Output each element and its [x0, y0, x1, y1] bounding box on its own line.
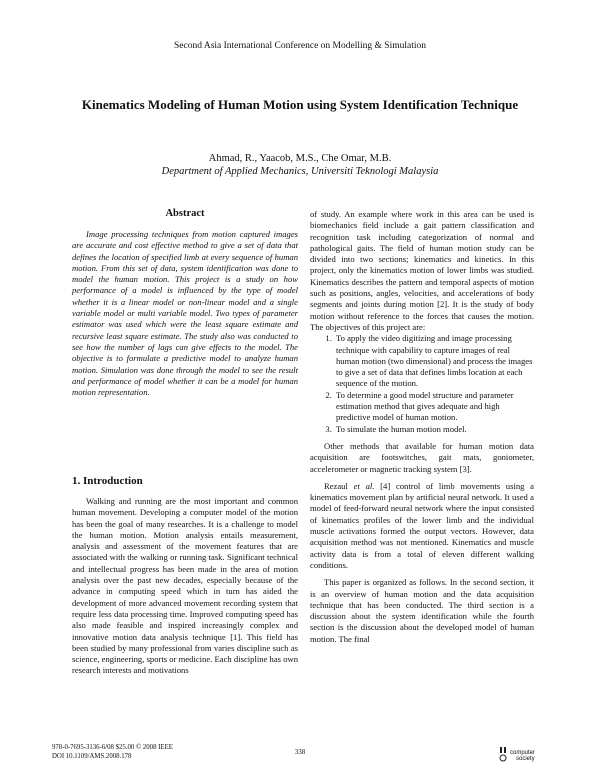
affiliation: Department of Applied Mechanics, Universiti Teknologi Malaysia — [161, 166, 439, 177]
citation-author: Rezaul — [324, 480, 348, 491]
authors: Ahmad, R., Yaacob, M.S., Che Omar, M.B. — [208, 153, 392, 164]
computer-society-logo — [498, 746, 548, 766]
conference-header: Second Asia International Conference on Modelling & Simulation — [174, 41, 426, 51]
paper-title: Kinematics Modeling of Human Motion using System Identification Technique — [81, 97, 519, 112]
logo-text-computer: computer — [510, 750, 536, 756]
objective-item: 2. To determine a good model structure and parameter estimation method that gives adequate and high predictive model of human motion. — [334, 390, 534, 424]
footer-isbn: 978-0-7695-3136-6/08 $25.00 © 2008 IEEE — [52, 744, 173, 751]
abstract-heading: Abstract — [165, 208, 205, 219]
introduction-paragraph-3-text: [4] control of limb movements using a kinematics movement plan by artificial neural network. It used a model of feed-forward neural network where the input consisted of kinematics profiles of the lower limb and the individual muscle activations formed the output vectors. However, data acquisition method was not mentioned. Kinematics and muscle activity data is from a total of eleven different walking conditions. — [310, 480, 534, 570]
objectives-list — [310, 333, 534, 435]
introduction-column-right — [310, 209, 534, 645]
citation-etal: et al. — [353, 480, 375, 491]
objective-item: 3. To simulate the human motion model. — [334, 424, 534, 435]
introduction-heading: 1. Introduction — [72, 475, 143, 487]
abstract-body — [72, 229, 298, 398]
introduction-paragraph-3 — [310, 481, 534, 571]
objective-item: 1. To apply the video digitizing and image processing technique with capability to capture images of real human motion (two dimensional) and process the images to give a set of data that defines limbs location at each sequence of the motion. — [334, 333, 534, 389]
introduction-paragraph-2: Other methods that available for human motion data acquisition are footswitches, gait mats, goniometer, accelerometer or magnetic tracking system [3]. — [310, 440, 534, 474]
introduction-paragraph-4: This paper is organized as follows. In the second section, it is an overview of human motion and the data acquisition technique that has been conducted. The third section is a discussion about the system identification while the fourth section is the discussion about the developed model of human motion. The final — [310, 577, 534, 644]
introduction-column-left — [72, 496, 298, 677]
footer-doi: DOI 10.1109/AMS.2008.178 — [52, 753, 132, 760]
computer-society-icon — [498, 747, 510, 763]
introduction-paragraph-1-continued: of study. An example where work in this area can be used is biomechanics field include a gait pattern classification and recognition task including categorization of normal and pathological gaits. The field of human motion study can be divided into two sections; kinematics and kinetics. In this project, only the kinematics motion of lower limbs was studied. Kinematics describes the pattern and temporal aspects of motion such as positions, angles, velocities, and accelerations of body segments and joints during motion [2]. It is the study of body motion without reference to the forces that causes the motion. The objectives of this project are: — [310, 209, 534, 332]
logo-text-society: society — [516, 756, 535, 762]
abstract-text: Image processing techniques from motion captured images are accurate and cost effective method to give a set of data that defines the location of specified limb at every sequence of human motion. From this set of data, system identification was done to model the human motion. This project is a study on how performance of a model is influenced by the type of model whether it is a linear model or non-linear model and a single variable model or multi variable model. Two types of parameter estimator was used which were the least square estimate and recursive least square estimate. The study also was conducted to see how the number of lags can give effects to the model. The objective is to formulate a predictive model to analyze human motion. Simulation was done through the model to see the result and performance of model whether it can be a model for human motion representation. — [72, 229, 298, 398]
page-number: 338 — [294, 748, 306, 756]
introduction-paragraph-1: Walking and running are the most important and common human movement. Developing a computer model of the motion has been the goal of many researches. It is a challenge to model the human motion. Motion analysis entails measurement, analysis and assessment of the movement features that are associated with the walking or running task. Significant technical and intellectual progress has been made in the area of motion analysis over the past new decades, especially because of the advance in computing speed which in turn has aided the development of more advanced movement recording system that require less data processing time. Improved computing speed has also made feasible and inspired increasingly complex and innovative motion data analysis technique [1]. This field has been studied by many professional from varies discipline such as science, engineering, sports or medicine. Each discipline has own research interests and motivations — [72, 496, 298, 676]
